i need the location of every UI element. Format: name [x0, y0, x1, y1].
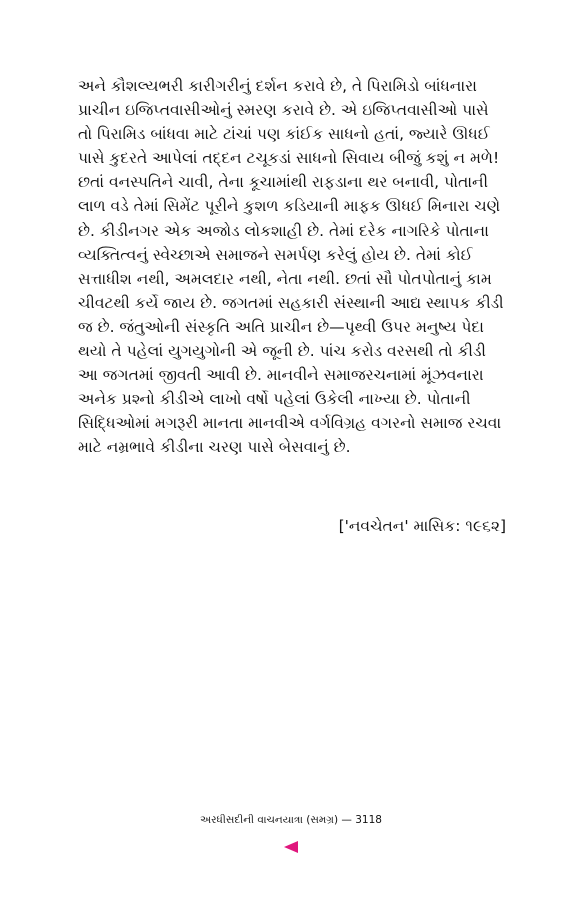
text-line: જ છે. જંતુઓની સંસ્કૃતિ અતિ પ્રાચીન છે—પૃથ્વી ઉપર મનુષ્ય પેદા [78, 317, 484, 336]
text-line: છે. કીડીનગર એક અજોડ લોકશાહી છે. તેમાં દરેક નાગરિકે પોતાના [78, 221, 489, 240]
text-line: લાળ વડે તેમાં સિમેંટ પૂરીને કુશળ કડિયાની માફક ઊધઈ મિનારા ચણે [78, 197, 501, 216]
text-line: પ્રાચીન ઇજિપ્તવાસીઓનું સ્મરણ કરાવે છે. એ ઇજિપ્તવાસીઓ પાસે [78, 101, 489, 120]
source-citation: ['નવચેતન' માસિક: ૧૯૬૨] [338, 517, 506, 535]
text-line: તો પિરામિડ બાંધવા માટે ટાંચાં પણ કાંઈક સાધનો હતાં, જ્યારે ઊધઈ [78, 125, 490, 144]
previous-page-button[interactable] [282, 840, 300, 854]
text-line: પાસે કુદરતે આપેલાં તદ્દન ટચૂકડાં સાધનો સિવાય બીજું કશું ન મળે! [78, 149, 500, 168]
text-line: માટે નમ્રભાવે કીડીના ચરણ પાસે બેસવાનું છે. [78, 438, 351, 457]
text-line: સિદ્ધિઓમાં મગરૂરી માનતા માનવીએ વર્ગવિગ્રહ વગરનો સમાજ રચવા [78, 414, 502, 433]
text-line: અને કૌશલ્યભરી કારીગરીનું દર્શન કરાવે છે, તે પિરામિડો બાંધનારા [78, 77, 477, 95]
triangle-left-icon [282, 840, 300, 854]
text-line: વ્યક્તિત્વનું સ્વેચ્છાએ સમાજને સમર્પણ કરેલું હોય છે. તેમાં કોઈ [78, 245, 473, 264]
text-line: થયો તે પહેલાં યુગયુગોની એ જૂની છે. પાંચ કરોડ વરસથી તો કીડી [78, 342, 486, 361]
text-line: આ જગતમાં જીવતી આવી છે. માનવીને સમાજરચનામાં મૂંઝવનારા [78, 366, 484, 385]
body-text [78, 74, 506, 460]
text-line: ચીવટથી કર્યે જાય છે. જગતમાં સહકારી સંસ્થાની આદ્ય સ્થાપક કીડી [78, 293, 504, 312]
page-footer: અરધીસદીની વાચનયાત્રા (સમગ્ર) — 3118 [200, 814, 382, 826]
text-line: છતાં વનસ્પતિને ચાવી, તેના કૂચામાંથી રાફડાના થર બનાવી, પોતાની [78, 173, 489, 192]
text-line: સત્તાધીશ નથી, અમલદાર નથી, નેતા નથી. છતાં સૌ પોતપોતાનું કામ [78, 269, 492, 288]
text-line: અનેક પ્રશ્નો કીડીએ લાખો વર્ષો પહેલાં ઉકેલી નાખ્યા છે. પોતાની [78, 390, 471, 409]
